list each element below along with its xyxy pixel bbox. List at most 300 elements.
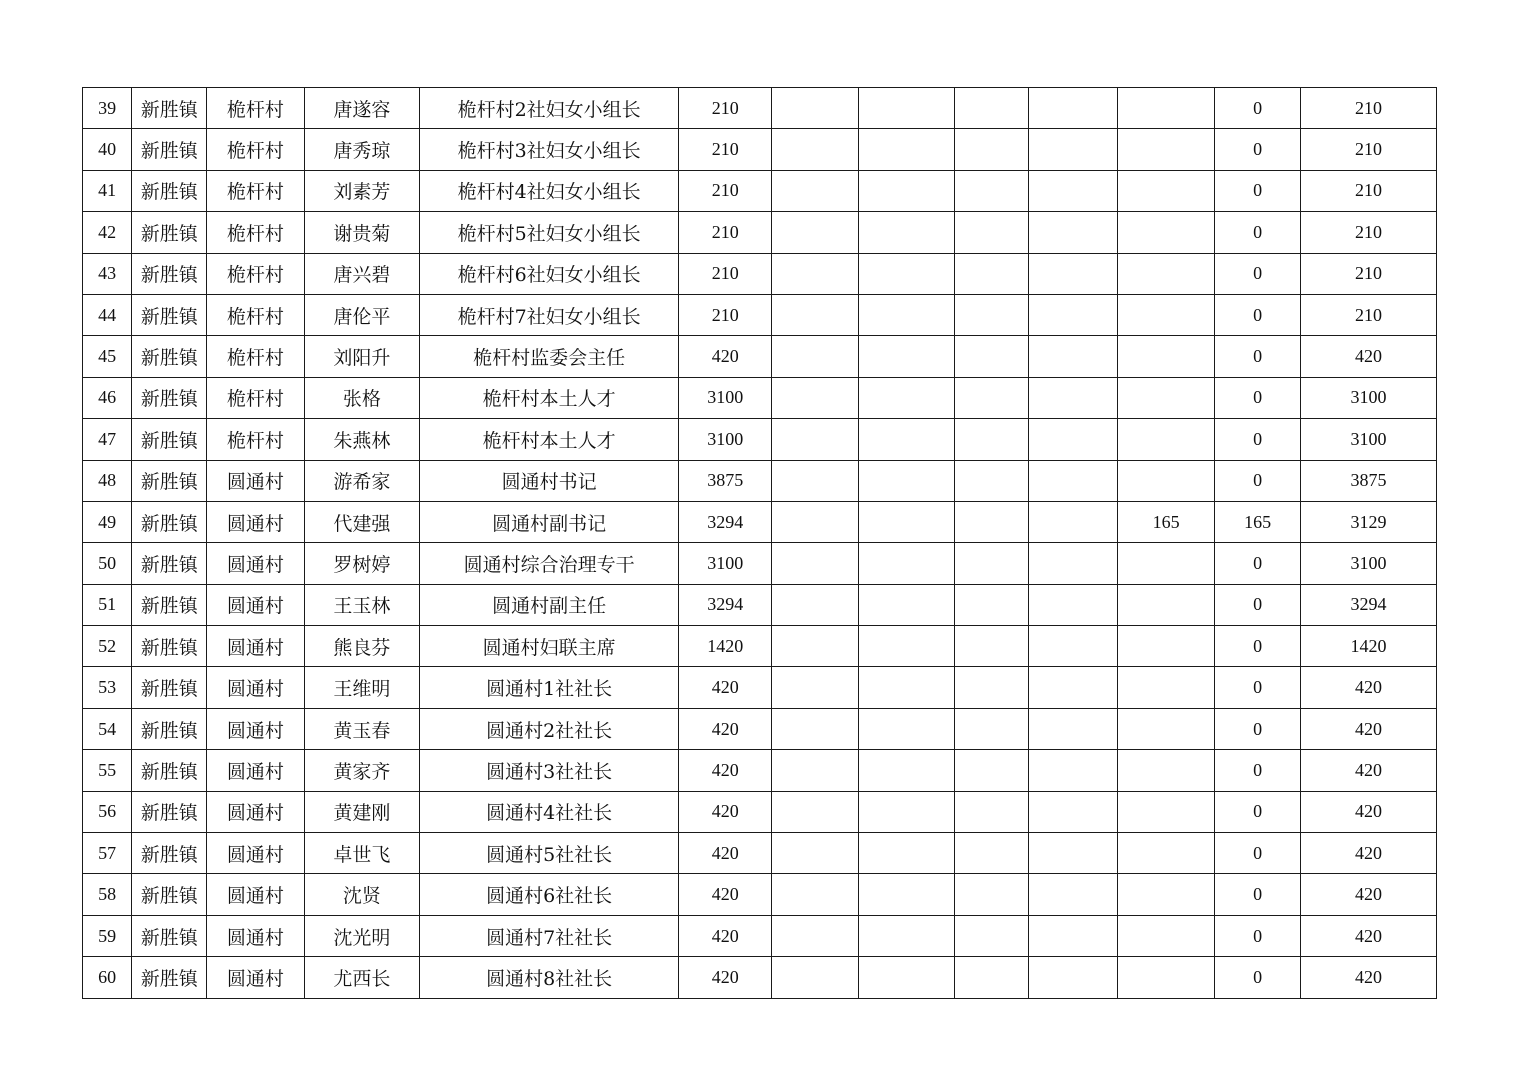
amount-cell: 420 [679,915,772,956]
column-8-cell [858,543,954,584]
row-number-cell: 58 [83,874,132,915]
column-12-cell: 0 [1215,584,1301,625]
amount-cell: 210 [679,212,772,253]
column-10-cell [1029,708,1118,749]
row-number-cell: 55 [83,750,132,791]
column-11-cell [1117,336,1214,377]
row-number-cell: 59 [83,915,132,956]
column-10-cell [1029,419,1118,460]
column-10-cell [1029,336,1118,377]
column-10-cell [1029,294,1118,335]
column-13-cell: 3129 [1300,501,1436,542]
name-cell: 唐遂容 [304,88,420,129]
column-7-cell [772,708,859,749]
town-cell: 新胜镇 [132,170,207,211]
table-row [83,253,1437,294]
town-cell: 新胜镇 [132,377,207,418]
town-cell: 新胜镇 [132,750,207,791]
name-cell: 朱燕林 [304,419,420,460]
name-cell: 罗树婷 [304,543,420,584]
column-11-cell [1117,294,1214,335]
town-cell: 新胜镇 [132,626,207,667]
column-11-cell [1117,584,1214,625]
amount-cell: 3875 [679,460,772,501]
column-8-cell [858,791,954,832]
row-number-cell: 54 [83,708,132,749]
row-number-cell: 46 [83,377,132,418]
column-12-cell: 0 [1215,833,1301,874]
amount-cell: 420 [679,791,772,832]
column-11-cell [1117,212,1214,253]
position-cell: 圆通村综合治理专干 [420,543,679,584]
column-13-cell: 210 [1300,212,1436,253]
position-cell: 圆通村副主任 [420,584,679,625]
column-9-cell [955,874,1029,915]
column-7-cell [772,667,859,708]
town-cell: 新胜镇 [132,874,207,915]
table-row [83,212,1437,253]
column-8-cell [858,294,954,335]
row-number-cell: 39 [83,88,132,129]
position-cell: 桅杆村3社妇女小组长 [420,129,679,170]
column-10-cell [1029,170,1118,211]
column-8-cell [858,667,954,708]
name-cell: 张格 [304,377,420,418]
column-9-cell [955,419,1029,460]
village-cell: 桅杆村 [207,377,304,418]
row-number-cell: 45 [83,336,132,377]
table-row [83,750,1437,791]
village-cell: 圆通村 [207,708,304,749]
village-cell: 圆通村 [207,750,304,791]
row-number-cell: 49 [83,501,132,542]
amount-cell: 210 [679,88,772,129]
village-cell: 桅杆村 [207,212,304,253]
town-cell: 新胜镇 [132,336,207,377]
column-12-cell: 0 [1215,460,1301,501]
row-number-cell: 57 [83,833,132,874]
data-table [82,87,1437,999]
town-cell: 新胜镇 [132,88,207,129]
column-9-cell [955,253,1029,294]
column-10-cell [1029,501,1118,542]
table-row [83,626,1437,667]
amount-cell: 420 [679,833,772,874]
column-10-cell [1029,460,1118,501]
column-11-cell [1117,170,1214,211]
column-7-cell [772,212,859,253]
column-12-cell: 0 [1215,874,1301,915]
name-cell: 刘阳升 [304,336,420,377]
village-cell: 圆通村 [207,791,304,832]
column-7-cell [772,294,859,335]
column-9-cell [955,833,1029,874]
column-12-cell: 0 [1215,543,1301,584]
column-12-cell: 0 [1215,626,1301,667]
name-cell: 黄玉春 [304,708,420,749]
amount-cell: 420 [679,750,772,791]
table-row [83,336,1437,377]
amount-cell: 3100 [679,543,772,584]
row-number-cell: 52 [83,626,132,667]
column-11-cell [1117,708,1214,749]
column-12-cell: 0 [1215,212,1301,253]
name-cell: 沈贤 [304,874,420,915]
column-8-cell [858,460,954,501]
column-12-cell: 165 [1215,501,1301,542]
table-row [83,543,1437,584]
village-cell: 圆通村 [207,833,304,874]
column-7-cell [772,129,859,170]
town-cell: 新胜镇 [132,419,207,460]
column-8-cell [858,584,954,625]
amount-cell: 1420 [679,626,772,667]
table-body [83,88,1437,999]
column-10-cell [1029,212,1118,253]
row-number-cell: 41 [83,170,132,211]
column-9-cell [955,708,1029,749]
position-cell: 桅杆村6社妇女小组长 [420,253,679,294]
name-cell: 熊良芬 [304,626,420,667]
position-cell: 桅杆村2社妇女小组长 [420,88,679,129]
name-cell: 谢贵菊 [304,212,420,253]
town-cell: 新胜镇 [132,791,207,832]
amount-cell: 3294 [679,584,772,625]
village-cell: 圆通村 [207,957,304,998]
town-cell: 新胜镇 [132,543,207,584]
column-13-cell: 3100 [1300,419,1436,460]
column-11-cell [1117,626,1214,667]
column-9-cell [955,336,1029,377]
column-7-cell [772,88,859,129]
column-9-cell [955,170,1029,211]
column-8-cell [858,750,954,791]
column-7-cell [772,543,859,584]
column-9-cell [955,957,1029,998]
position-cell: 圆通村8社社长 [420,957,679,998]
column-13-cell: 210 [1300,294,1436,335]
column-7-cell [772,915,859,956]
column-8-cell [858,915,954,956]
village-cell: 圆通村 [207,460,304,501]
column-7-cell [772,501,859,542]
column-10-cell [1029,750,1118,791]
column-12-cell: 0 [1215,957,1301,998]
table-row [83,708,1437,749]
amount-cell: 210 [679,170,772,211]
table-row [83,294,1437,335]
town-cell: 新胜镇 [132,957,207,998]
column-10-cell [1029,957,1118,998]
amount-cell: 3294 [679,501,772,542]
column-7-cell [772,791,859,832]
column-13-cell: 210 [1300,170,1436,211]
column-13-cell: 210 [1300,253,1436,294]
column-8-cell [858,833,954,874]
column-10-cell [1029,543,1118,584]
column-10-cell [1029,626,1118,667]
name-cell: 唐秀琼 [304,129,420,170]
column-10-cell [1029,833,1118,874]
column-7-cell [772,584,859,625]
column-8-cell [858,708,954,749]
town-cell: 新胜镇 [132,129,207,170]
row-number-cell: 47 [83,419,132,460]
amount-cell: 3100 [679,377,772,418]
table-row [83,129,1437,170]
name-cell: 卓世飞 [304,833,420,874]
name-cell: 游希家 [304,460,420,501]
name-cell: 黄家齐 [304,750,420,791]
column-13-cell: 1420 [1300,626,1436,667]
column-12-cell: 0 [1215,336,1301,377]
town-cell: 新胜镇 [132,501,207,542]
column-12-cell: 0 [1215,377,1301,418]
position-cell: 桅杆村7社妇女小组长 [420,294,679,335]
table-row [83,874,1437,915]
column-13-cell: 420 [1300,708,1436,749]
table-row [83,501,1437,542]
column-9-cell [955,667,1029,708]
column-11-cell [1117,667,1214,708]
town-cell: 新胜镇 [132,212,207,253]
column-9-cell [955,501,1029,542]
column-12-cell: 0 [1215,419,1301,460]
row-number-cell: 51 [83,584,132,625]
name-cell: 唐伦平 [304,294,420,335]
column-10-cell [1029,129,1118,170]
row-number-cell: 50 [83,543,132,584]
column-9-cell [955,88,1029,129]
column-13-cell: 210 [1300,129,1436,170]
table-row [83,419,1437,460]
row-number-cell: 44 [83,294,132,335]
column-11-cell [1117,833,1214,874]
column-11-cell [1117,377,1214,418]
column-12-cell: 0 [1215,88,1301,129]
amount-cell: 420 [679,336,772,377]
column-12-cell: 0 [1215,170,1301,211]
column-8-cell [858,253,954,294]
column-7-cell [772,874,859,915]
village-cell: 桅杆村 [207,129,304,170]
amount-cell: 210 [679,253,772,294]
village-cell: 桅杆村 [207,170,304,211]
column-12-cell: 0 [1215,129,1301,170]
column-13-cell: 420 [1300,915,1436,956]
village-cell: 圆通村 [207,543,304,584]
row-number-cell: 48 [83,460,132,501]
position-cell: 桅杆村本土人才 [420,419,679,460]
position-cell: 圆通村6社社长 [420,874,679,915]
town-cell: 新胜镇 [132,667,207,708]
row-number-cell: 53 [83,667,132,708]
column-7-cell [772,957,859,998]
village-cell: 桅杆村 [207,419,304,460]
village-cell: 圆通村 [207,584,304,625]
position-cell: 圆通村7社社长 [420,915,679,956]
village-cell: 圆通村 [207,501,304,542]
column-9-cell [955,626,1029,667]
position-cell: 桅杆村监委会主任 [420,336,679,377]
column-13-cell: 420 [1300,667,1436,708]
table-row [83,667,1437,708]
table-row [83,377,1437,418]
row-number-cell: 43 [83,253,132,294]
column-12-cell: 0 [1215,253,1301,294]
town-cell: 新胜镇 [132,294,207,335]
position-cell: 桅杆村本土人才 [420,377,679,418]
column-7-cell [772,336,859,377]
position-cell: 圆通村2社社长 [420,708,679,749]
table-row [83,791,1437,832]
column-8-cell [858,957,954,998]
column-13-cell: 420 [1300,750,1436,791]
column-10-cell [1029,874,1118,915]
column-11-cell [1117,791,1214,832]
column-12-cell: 0 [1215,915,1301,956]
position-cell: 圆通村副书记 [420,501,679,542]
column-11-cell: 165 [1117,501,1214,542]
column-11-cell [1117,957,1214,998]
amount-cell: 420 [679,708,772,749]
column-11-cell [1117,88,1214,129]
table-row [83,833,1437,874]
position-cell: 桅杆村4社妇女小组长 [420,170,679,211]
column-11-cell [1117,874,1214,915]
column-10-cell [1029,584,1118,625]
row-number-cell: 60 [83,957,132,998]
name-cell: 王维明 [304,667,420,708]
table-row [83,915,1437,956]
village-cell: 桅杆村 [207,88,304,129]
column-11-cell [1117,915,1214,956]
column-10-cell [1029,791,1118,832]
column-9-cell [955,377,1029,418]
amount-cell: 420 [679,957,772,998]
village-cell: 圆通村 [207,626,304,667]
amount-cell: 210 [679,129,772,170]
column-7-cell [772,833,859,874]
column-9-cell [955,129,1029,170]
column-7-cell [772,626,859,667]
town-cell: 新胜镇 [132,708,207,749]
column-9-cell [955,212,1029,253]
column-10-cell [1029,253,1118,294]
table-row [83,170,1437,211]
column-13-cell: 3875 [1300,460,1436,501]
column-9-cell [955,460,1029,501]
amount-cell: 210 [679,294,772,335]
column-13-cell: 210 [1300,88,1436,129]
village-cell: 圆通村 [207,915,304,956]
position-cell: 桅杆村5社妇女小组长 [420,212,679,253]
column-11-cell [1117,460,1214,501]
name-cell: 刘素芳 [304,170,420,211]
position-cell: 圆通村1社社长 [420,667,679,708]
column-7-cell [772,170,859,211]
name-cell: 黄建刚 [304,791,420,832]
name-cell: 王玉林 [304,584,420,625]
column-13-cell: 3100 [1300,543,1436,584]
column-11-cell [1117,543,1214,584]
village-cell: 圆通村 [207,874,304,915]
column-8-cell [858,377,954,418]
town-cell: 新胜镇 [132,833,207,874]
position-cell: 圆通村书记 [420,460,679,501]
column-8-cell [858,419,954,460]
village-cell: 桅杆村 [207,336,304,377]
town-cell: 新胜镇 [132,584,207,625]
column-12-cell: 0 [1215,791,1301,832]
column-10-cell [1029,915,1118,956]
column-13-cell: 420 [1300,833,1436,874]
column-11-cell [1117,129,1214,170]
column-8-cell [858,626,954,667]
row-number-cell: 42 [83,212,132,253]
column-13-cell: 420 [1300,791,1436,832]
column-9-cell [955,294,1029,335]
table-row [83,460,1437,501]
table-row [83,88,1437,129]
column-9-cell [955,750,1029,791]
name-cell: 尤西长 [304,957,420,998]
column-11-cell [1117,419,1214,460]
name-cell: 唐兴碧 [304,253,420,294]
row-number-cell: 56 [83,791,132,832]
column-10-cell [1029,667,1118,708]
column-12-cell: 0 [1215,708,1301,749]
column-8-cell [858,170,954,211]
column-7-cell [772,750,859,791]
column-8-cell [858,88,954,129]
position-cell: 圆通村5社社长 [420,833,679,874]
column-10-cell [1029,377,1118,418]
column-7-cell [772,460,859,501]
position-cell: 圆通村妇联主席 [420,626,679,667]
name-cell: 代建强 [304,501,420,542]
column-9-cell [955,791,1029,832]
column-9-cell [955,543,1029,584]
column-12-cell: 0 [1215,750,1301,791]
column-13-cell: 420 [1300,957,1436,998]
town-cell: 新胜镇 [132,460,207,501]
column-8-cell [858,874,954,915]
column-12-cell: 0 [1215,294,1301,335]
amount-cell: 420 [679,667,772,708]
column-9-cell [955,584,1029,625]
column-7-cell [772,377,859,418]
town-cell: 新胜镇 [132,253,207,294]
column-10-cell [1029,88,1118,129]
column-13-cell: 420 [1300,336,1436,377]
column-8-cell [858,501,954,542]
table-row [83,957,1437,998]
column-8-cell [858,212,954,253]
column-7-cell [772,253,859,294]
column-11-cell [1117,750,1214,791]
row-number-cell: 40 [83,129,132,170]
column-7-cell [772,419,859,460]
village-cell: 桅杆村 [207,253,304,294]
amount-cell: 420 [679,874,772,915]
column-9-cell [955,915,1029,956]
column-13-cell: 3100 [1300,377,1436,418]
name-cell: 沈光明 [304,915,420,956]
column-8-cell [858,336,954,377]
column-12-cell: 0 [1215,667,1301,708]
table-row [83,584,1437,625]
